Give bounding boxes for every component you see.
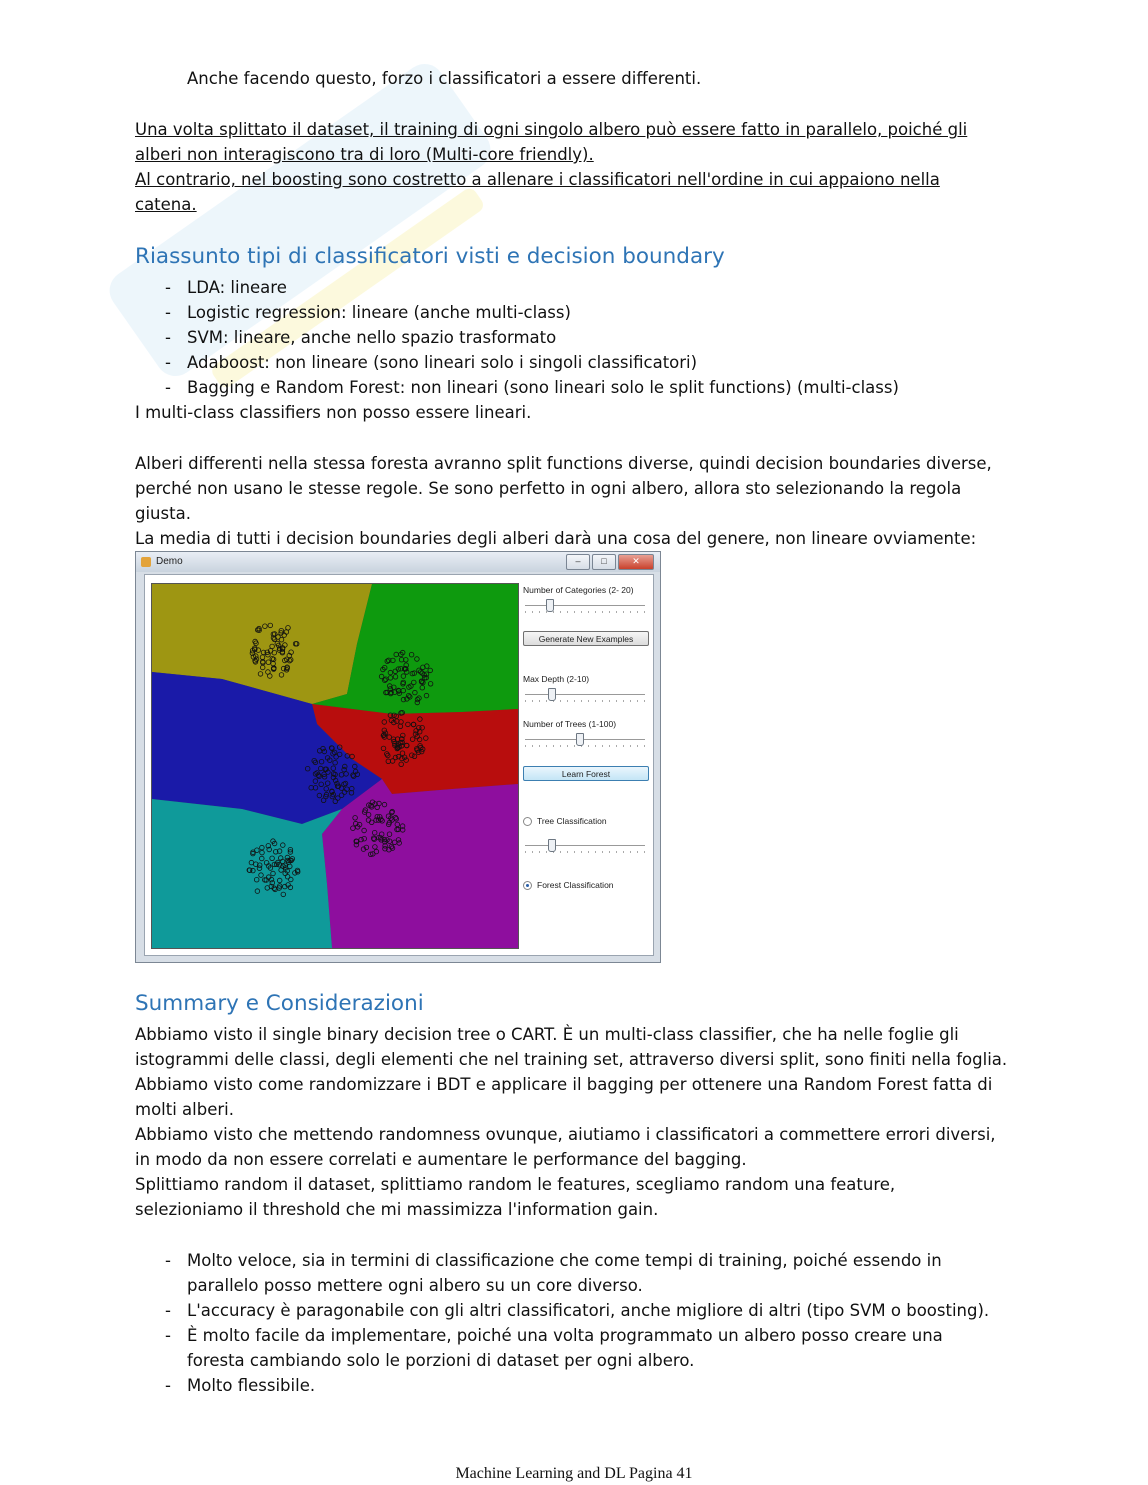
app-icon [141, 557, 151, 567]
forest-classification-radio[interactable] [523, 880, 614, 890]
summary-line: istogrammi delle classi, degli elementi che nel training set, attraverso diversi split, sono finiti nella foglia. [135, 1050, 1008, 1069]
paragraph-line: La media di tutti i decision boundaries degli alberi darà una cosa del genere, non lineare ovviamente: [135, 529, 977, 548]
radio-icon [523, 817, 532, 826]
max-depth-slider[interactable] [525, 688, 645, 702]
paragraph-line: Alberi differenti nella stessa foresta avranno split functions diverse, quindi decision boundaries diverse, [135, 454, 992, 473]
num-categories-slider[interactable] [525, 599, 645, 613]
close-icon[interactable]: ✕ [618, 554, 654, 570]
generate-new-examples-button[interactable]: Generate New Examples [523, 631, 649, 646]
classifier-list [135, 275, 1015, 400]
list-item: - LDA: lineare [135, 275, 1015, 300]
summary-line: Splittiamo random il dataset, splittiamo random le features, scegliamo random una feature, [135, 1175, 896, 1194]
region-teal [152, 799, 342, 948]
window-title: Demo [156, 556, 183, 567]
list-item: - Adaboost: non lineare (sono lineari solo i singoli classificatori) [135, 350, 1015, 375]
note-line: I multi-class classifiers non posso essere lineari. [135, 403, 532, 422]
summary-line: in modo da non essere correlati e aumentare le performance del bagging. [135, 1150, 747, 1169]
num-categories-label: Number of Categories (2- 20) [523, 585, 634, 595]
paragraph-line: giusta. [135, 504, 191, 523]
tree-classification-label: Tree Classification [537, 816, 607, 826]
demo-window-screenshot [135, 551, 661, 963]
parallel-paragraph-line: alberi non interagiscono tra di loro (Multi-core friendly). [135, 145, 594, 164]
window-client-area [144, 574, 654, 956]
paragraph-line: perché non usano le stesse regole. Se sono perfetto in ogni albero, allora sto selezionando la regola [135, 479, 962, 498]
summary-line: Abbiamo visto come randomizzare i BDT e applicare il bagging per ottenere una Random Forest fatta di [135, 1075, 993, 1094]
tree-classification-radio[interactable] [523, 816, 607, 826]
summary-line: selezioniamo il threshold che mi massimizza l'information gain. [135, 1200, 659, 1219]
summary-line: Abbiamo visto che mettendo randomness ovunque, aiutiamo i classificatori a commettere errori diversi, [135, 1125, 996, 1144]
num-trees-slider[interactable] [525, 733, 645, 747]
minimize-icon[interactable]: – [566, 554, 590, 570]
max-depth-label: Max Depth (2-10) [523, 674, 590, 684]
learn-forest-button[interactable]: Learn Forest [523, 766, 649, 781]
num-trees-label: Number of Trees (1-100) [523, 719, 617, 729]
list-item: - L'accuracy è paragonabile con gli altri classificatori, anche migliore di altri (tipo SVM o boosting). [135, 1298, 1015, 1323]
section-heading: Riassunto tipi di classificatori visti e decision boundary [135, 244, 725, 269]
region-purple [322, 779, 518, 948]
parallel-paragraph-line: Una volta splittato il dataset, il training di ogni singolo albero può essere fatto in parallelo, poiché gli [135, 120, 968, 139]
list-item: - SVM: lineare, anche nello spazio trasformato [135, 325, 1015, 350]
radio-selected-icon [523, 881, 532, 890]
boosting-paragraph-line: Al contrario, nel boosting sono costretto a allenare i classificatori nell'ordine in cui appaiono nella [135, 170, 940, 189]
tree-slider[interactable] [525, 839, 645, 853]
forest-classification-label: Forest Classification [537, 880, 614, 890]
control-panel [523, 583, 651, 947]
boosting-paragraph-line: catena. [135, 195, 197, 214]
list-item: - È molto facile da implementare, poiché una volta programmato un albero posso creare una foresta cambiando solo le porzioni di dataset per ogni albero. [135, 1323, 1015, 1373]
list-item: - Molto veloce, sia in termini di classificazione che come tempi di training, poiché essendo in parallelo posso mettere ogni albero su un core diverso. [135, 1248, 1015, 1298]
intro-line: Anche facendo questo, forzo i classificatori a essere differenti. [187, 69, 702, 88]
list-item: - Logistic regression: lineare (anche multi-class) [135, 300, 1015, 325]
pros-list [135, 1248, 1015, 1398]
summary-line: Abbiamo visto il single binary decision tree o CART. È un multi-class classifier, che ha nelle foglie gli [135, 1025, 959, 1044]
list-item: - Molto flessibile. [135, 1373, 1015, 1398]
maximize-icon[interactable]: □ [592, 554, 616, 570]
page-footer: Machine Learning and DL Pagina 41 [455, 1465, 693, 1482]
section-heading: Summary e Considerazioni [135, 991, 424, 1016]
decision-boundary-plot [151, 583, 519, 949]
list-item: - Bagging e Random Forest: non lineari (sono lineari solo le split functions) (multi-class) [135, 375, 1015, 400]
summary-line: molti alberi. [135, 1100, 234, 1119]
window-titlebar [136, 552, 660, 572]
